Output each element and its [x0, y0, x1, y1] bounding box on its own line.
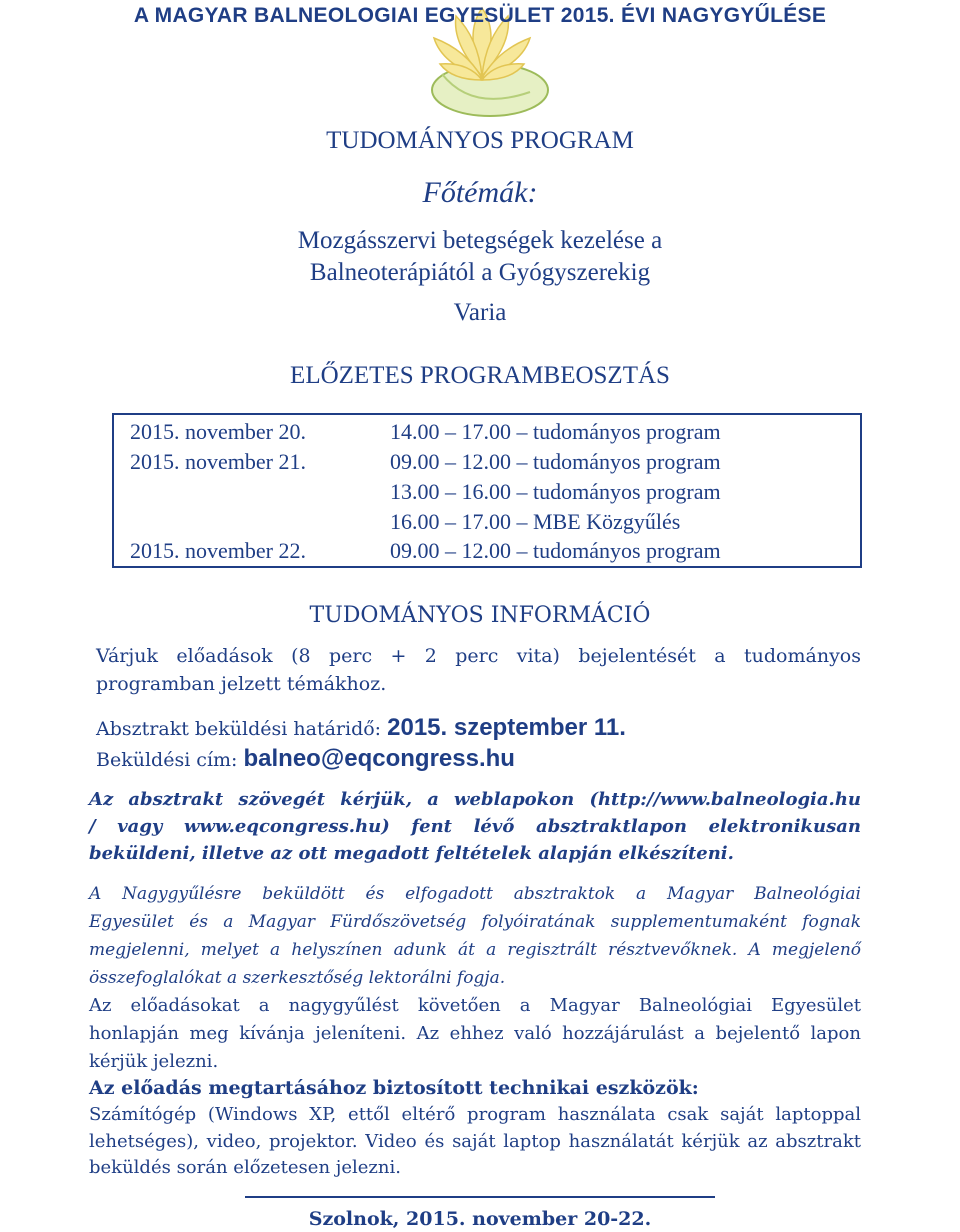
tech-line-1: Számítógép (Windows XP, ettől eltérő program használata csak saját laptoppal	[89, 1104, 861, 1125]
schedule-slot-5: 09.00 – 12.00 – tudományos program	[390, 538, 721, 563]
address-email-link[interactable]: balneo@eqcongress.hu	[243, 745, 515, 772]
program-subtitle: Főtémák:	[422, 176, 538, 209]
submission-line-3: beküldeni, illetve az ott megadott feltételek alapján elkészíteni.	[89, 843, 734, 864]
schedule-date-1: 2015. november 20.	[130, 419, 306, 444]
tech-line-3: beküldés során előzetesen jelezni.	[89, 1157, 401, 1178]
program-title: TUDOMÁNYOS PROGRAM	[326, 127, 634, 154]
intro-line-2: programban jelzett témákhoz.	[96, 673, 387, 695]
topic-varia: Varia	[453, 299, 507, 326]
publication-line-1: Az előadásokat a nagygyűlést követően a Magyar Balneológiai Egyesület	[89, 995, 861, 1016]
footer-divider	[245, 1196, 715, 1198]
deadline-label: Absztrakt beküldési határidő:	[96, 718, 388, 740]
deadline-row	[96, 714, 626, 742]
deadline-value: 2015. szeptember 11.	[387, 714, 626, 741]
schedule-table	[112, 413, 862, 568]
footer-location: Szolnok, 2015. november 20-22.	[308, 1208, 652, 1230]
abstract-note-line-2: Egyesület és a Magyar Fürdőszövetség folyóiratának supplementumaként fognak	[89, 912, 861, 932]
schedule-title: ELŐZETES PROGRAMBEOSZTÁS	[290, 362, 670, 389]
publication-line-3: kérjük jelezni.	[89, 1051, 219, 1072]
address-row	[96, 745, 515, 773]
submission-line-1: Az absztrakt szövegét kérjük, a weblapokon (http://www.balneologia.hu	[89, 789, 861, 810]
schedule-date-3: 2015. november 22.	[130, 538, 306, 563]
publication-line-2: honlapján meg kívánja jeleníteni. Az ehhez való hozzájárulást a bejelentő lapon	[89, 1023, 861, 1044]
abstract-note-line-4: összefoglalókat a szerkesztőség lektorálni fogja.	[89, 968, 506, 988]
schedule-slot-1: 14.00 – 17.00 – tudományos program	[390, 419, 721, 444]
abstract-note-line-3: megjelenni, melyet a helyszínen adunk át a regisztrált résztvevőknek. A megjelenő	[89, 940, 861, 960]
topic-line-2: Balneoterápiától a Gyógyszerekig	[309, 259, 651, 286]
schedule-slot-2: 09.00 – 12.00 – tudományos program	[390, 449, 721, 474]
submission-line-2: / vagy www.eqcongress.hu) fent lévő absztraktlapon elektronikusan	[89, 816, 861, 837]
schedule-slot-4: 16.00 – 17.00 – MBE Közgyűlés	[390, 509, 681, 534]
topic-line-1: Mozgásszervi betegségek kezelése a	[297, 227, 663, 254]
schedule-slot-3: 13.00 – 16.00 – tudományos program	[390, 479, 721, 504]
tech-title: Az előadás megtartásához biztosított technikai eszközök:	[89, 1077, 699, 1099]
info-title: TUDOMÁNYOS INFORMÁCIÓ	[309, 603, 651, 628]
tech-line-2: lehetséges), video, projektor. Video és saját laptop használatát kérjük az absztrakt	[89, 1131, 861, 1152]
header-title: A MAGYAR BALNEOLOGIAI EGYESÜLET 2015. ÉVI NAGYGYŰLÉSE	[133, 4, 827, 27]
address-label: Beküldési cím:	[96, 749, 244, 771]
intro-line-1: Várjuk előadások (8 perc + 2 perc vita) bejelentését a tudományos	[96, 645, 861, 667]
abstract-note-line-1: A Nagygyűlésre beküldött és elfogadott absztraktok a Magyar Balneológiai	[89, 884, 861, 904]
schedule-date-2: 2015. november 21.	[130, 449, 306, 474]
